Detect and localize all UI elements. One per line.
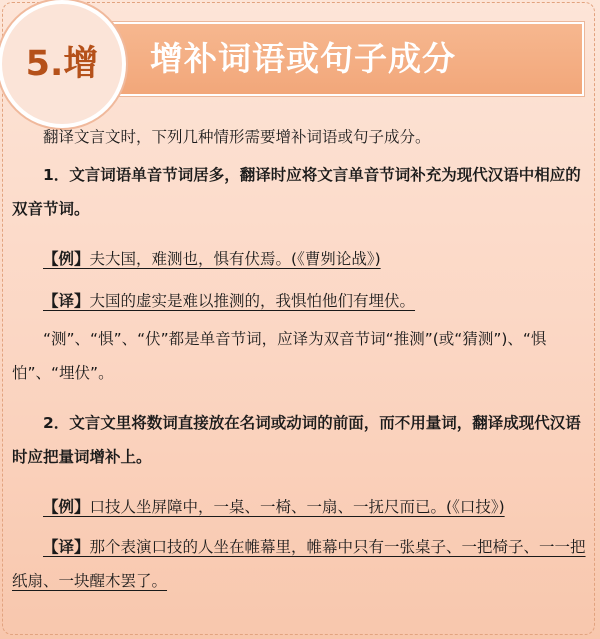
translation-tag: 【译】 bbox=[43, 292, 90, 310]
example-1-text: 夫大国，难测也，惧有伏焉。(《曹刿论战》) bbox=[89, 250, 381, 268]
rule-2: 2．文言文里将数词直接放在名词或动词的前面，而不用量词，翻译成现代汉语时应把量词增补上。 bbox=[12, 414, 581, 466]
translation-2-text-wrap bbox=[12, 538, 586, 590]
example-tag: 【例】 bbox=[43, 250, 90, 268]
title-banner bbox=[76, 22, 584, 96]
section-title: 增补词语或句子成分 bbox=[150, 39, 456, 78]
translation-2 bbox=[12, 530, 588, 598]
example-1-text-wrap bbox=[43, 250, 381, 268]
example-2-text-wrap bbox=[43, 498, 505, 516]
note-1: “测”、“惧”、“伏”都是单音节词，应译为双音节词“推测”(或“猜测”)、“惧怕”、“埋伏”。 bbox=[12, 330, 547, 382]
translation-tag: 【译】 bbox=[43, 538, 90, 556]
intro-paragraph: 翻译文言文时，下列几种情形需要增补词语或句子成分。 bbox=[43, 128, 431, 146]
section-number: 5.增 bbox=[25, 44, 99, 84]
example-2-text: 口技人坐屏障中，一桌、一椅、一扇、一抚尺而已。(《口技》) bbox=[89, 498, 505, 516]
rule-1: 1．文言词语单音节词居多，翻译时应将文言单音节词补充为现代汉语中相应的双音节词。 bbox=[12, 166, 581, 218]
example-1 bbox=[12, 242, 588, 276]
example-tag: 【例】 bbox=[43, 498, 90, 516]
translation-1-text: 大国的虚实是难以推测的，我惧怕他们有埋伏。 bbox=[89, 292, 416, 310]
translation-1 bbox=[12, 284, 588, 318]
section-number-badge bbox=[2, 4, 122, 124]
example-2 bbox=[12, 490, 588, 524]
translation-2-text: 那个表演口技的人坐在帷幕里，帷幕中只有一张桌子、一把椅子、一一把纸扇、一块醒木罢了。 bbox=[12, 538, 586, 590]
translation-1-text-wrap bbox=[43, 292, 415, 310]
